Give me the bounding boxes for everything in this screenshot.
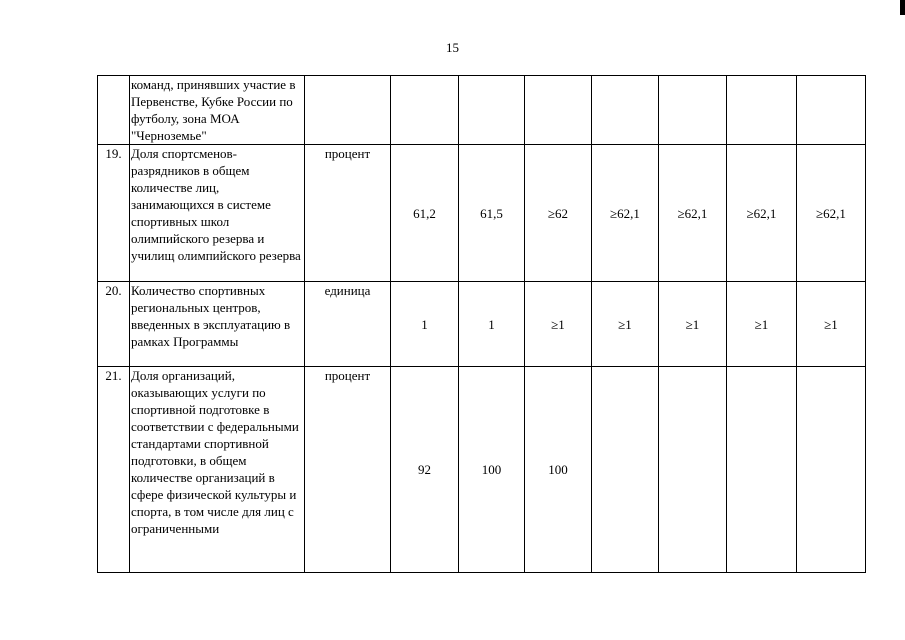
value-cell: [727, 76, 797, 145]
value-cell: 100: [525, 367, 592, 573]
value-cell: [659, 76, 727, 145]
table-row: [98, 76, 866, 145]
value-cell: 61,2: [391, 145, 459, 282]
value-cell: ≥62: [525, 145, 592, 282]
corner-mark: [900, 0, 905, 15]
row-number: 19.: [98, 145, 130, 282]
value-cell: ≥62,1: [659, 145, 727, 282]
value-cell: 92: [391, 367, 459, 573]
table-row: [98, 367, 866, 573]
value-cell: [659, 367, 727, 573]
indicator-name: команд, принявших участие в Первенстве, Кубке России по футболу, зона МОА "Черноземье": [130, 76, 305, 145]
row-number: [98, 76, 130, 145]
indicators-table: [97, 75, 866, 573]
value-cell: 1: [459, 282, 525, 367]
value-cell: [459, 76, 525, 145]
value-cell: ≥1: [727, 282, 797, 367]
value-cell: 1: [391, 282, 459, 367]
value-cell: [797, 76, 866, 145]
value-cell: ≥62,1: [592, 145, 659, 282]
value-cell: [391, 76, 459, 145]
value-cell: [797, 367, 866, 573]
row-number: 21.: [98, 367, 130, 573]
table-row: [98, 282, 866, 367]
value-cell: ≥62,1: [797, 145, 866, 282]
value-cell: 61,5: [459, 145, 525, 282]
value-cell: [592, 367, 659, 573]
unit-cell: единица: [305, 282, 391, 367]
value-cell: ≥1: [659, 282, 727, 367]
value-cell: [592, 76, 659, 145]
indicator-name: Доля спортсменов-разрядников в общем количестве лиц, занимающихся в системе спортивных школ олимпийского резерва и училищ олимпийского резерва: [130, 145, 305, 282]
value-cell: ≥62,1: [727, 145, 797, 282]
table-row: [98, 145, 866, 282]
value-cell: [727, 367, 797, 573]
value-cell: ≥1: [592, 282, 659, 367]
value-cell: 100: [459, 367, 525, 573]
row-number: 20.: [98, 282, 130, 367]
indicator-name: Количество спортивных региональных центров, введенных в эксплуатацию в рамках Программы: [130, 282, 305, 367]
unit-cell: процент: [305, 367, 391, 573]
indicator-name: Доля организаций, оказывающих услуги по спортивной подготовке в соответствии с федеральными стандартами спортивной подготовки, в общем количестве организаций в сфере физической культуры и спорта, в том числе для лиц с ограниченными: [130, 367, 305, 573]
page-number: 15: [446, 40, 459, 55]
value-cell: [525, 76, 592, 145]
unit-cell: процент: [305, 145, 391, 282]
value-cell: ≥1: [797, 282, 866, 367]
unit-cell: [305, 76, 391, 145]
value-cell: ≥1: [525, 282, 592, 367]
